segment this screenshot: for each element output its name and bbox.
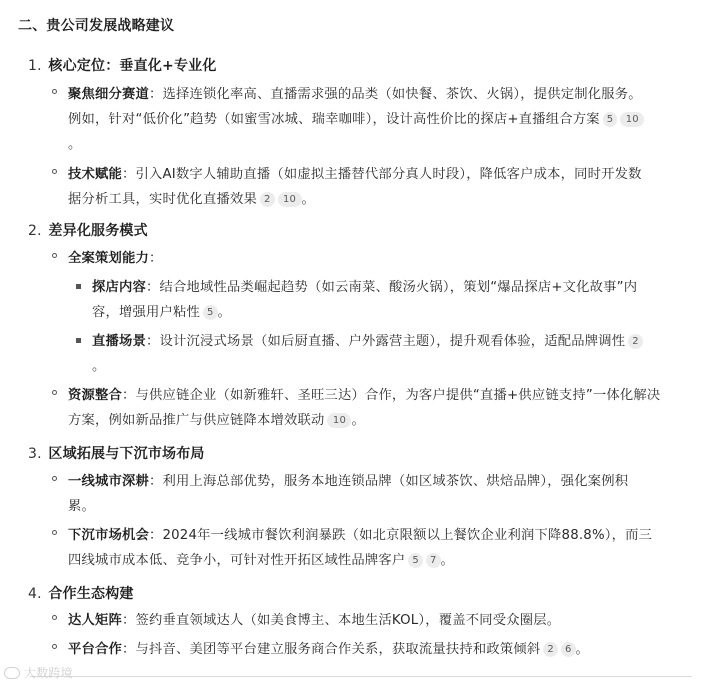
bullet-text: ：结合地域性品类崛起趋势（如云南菜、酸汤火锅），策划“爆品探店+文化故事”内	[146, 280, 638, 295]
list-item	[52, 608, 702, 633]
bullet-icon	[52, 390, 57, 395]
bullet-text: ：与抖音、美团等平台建立服务商合作关系，获取流量扶持和政策倾斜	[122, 642, 541, 657]
bullet-label: 直播场景	[92, 334, 146, 349]
bullet-trail: 。	[68, 137, 82, 152]
bullet-icon	[52, 476, 57, 481]
bullet-text: ：与供应链企业（如新雅轩、圣旺三达）合作，为客户提供“直播+供应链支持”一体化解决	[122, 388, 661, 403]
bullet-trail: 。	[440, 553, 455, 568]
citation-badge[interactable]: 7	[426, 553, 441, 568]
watermark-logo-icon	[4, 667, 20, 679]
list-item	[52, 82, 702, 157]
bullet-trail: 。	[351, 413, 365, 428]
bullet-label: 全案策划能力	[68, 251, 149, 266]
bullet-label: 达人矩阵	[68, 613, 122, 628]
bullet-text: 四线城市成本低、竞争小，可针对性开拓区域性品牌客户	[68, 553, 406, 568]
bullet-trail: 。	[217, 305, 232, 320]
bullet-icon	[52, 89, 57, 94]
bullet-text: 容，增强用户粘性	[92, 305, 200, 320]
citation-badge[interactable]: 5	[603, 112, 618, 127]
square-bullet-icon	[76, 338, 81, 343]
bullet-text: 累。	[68, 499, 95, 514]
bullet-text: 方案，例如新品推广与供应链降本增效联动	[68, 413, 325, 428]
citation-badge[interactable]: 10	[278, 192, 302, 207]
bullet-text: ：2024年一线城市餐饮利润暴跌（如北京限额以上餐饮企业利润下降88.8%），而三	[148, 528, 653, 543]
sub-list-item	[76, 329, 696, 379]
bullet-icon	[52, 530, 57, 535]
item-heading: 区域拓展与下沉市场布局	[48, 446, 205, 462]
bullet-label: 资源整合	[68, 388, 122, 403]
bullet-label: 聚焦细分赛道	[68, 87, 149, 102]
list-item	[52, 383, 702, 433]
bullet-text: ：利用上海总部优势，服务本地连锁品牌（如区域茶饮、烘焙品牌），强化案例积	[148, 474, 629, 489]
list-item	[52, 637, 702, 662]
bullet-icon	[52, 615, 57, 620]
divider	[30, 676, 692, 677]
item-4-title	[28, 583, 134, 603]
item-number: 4.	[28, 586, 42, 602]
bullet-label: 平台合作	[68, 642, 122, 657]
citation-badge[interactable]: 5	[408, 553, 423, 568]
watermark-text: 大数跨境	[24, 666, 73, 680]
item-number: 2.	[28, 223, 42, 239]
bullet-icon	[52, 644, 57, 649]
list-item	[52, 246, 702, 271]
bullet-icon	[52, 169, 57, 174]
citation-badge[interactable]: 2	[543, 642, 558, 657]
bullet-trail: 。	[301, 192, 316, 207]
citation-badge[interactable]: 2	[260, 192, 275, 207]
item-heading: 合作生态构建	[48, 586, 134, 602]
citation-badge[interactable]: 6	[561, 642, 576, 657]
list-item	[52, 523, 702, 573]
citation-badge[interactable]: 2	[628, 334, 643, 349]
item-1-title	[28, 55, 217, 75]
citation-badge[interactable]: 5	[203, 305, 218, 320]
item-number: 3.	[28, 446, 42, 462]
bullet-text: 据分析工具，实时优化直播效果	[68, 192, 257, 207]
item-number: 1.	[28, 58, 42, 74]
item-3-title	[28, 443, 205, 463]
bullet-text: ：选择连锁化率高、直播需求强的品类（如快餐、茶饮、火锅），提供定制化服务。	[148, 87, 642, 102]
item-heading: 核心定位：垂直化+专业化	[48, 58, 217, 74]
bullet-text: ：引入AI数字人辅助直播（如虚拟主播替代部分真人时段），降低客户成本，同时开发数	[122, 167, 642, 182]
item-heading: 差异化服务模式	[48, 223, 148, 239]
bullet-trail: 。	[575, 642, 590, 657]
citation-badge[interactable]: 10	[327, 413, 351, 428]
bullet-icon	[52, 253, 57, 258]
bullet-label: 一线城市深耕	[68, 474, 149, 489]
bullet-label: 探店内容	[92, 280, 146, 295]
list-item	[52, 469, 702, 519]
square-bullet-icon	[76, 284, 81, 289]
bullet-text: ：设计沉浸式场景（如后厨直播、户外露营主题），提升观看体验，适配品牌调性	[146, 334, 626, 349]
bullet-trail: 。	[92, 359, 106, 374]
watermark	[4, 664, 73, 681]
sub-list-item	[76, 275, 696, 325]
bullet-text: 例如，针对“低价化”趋势（如蜜雪冰城、瑞幸咖啡），设计高性价比的探店+直播组合方案	[68, 112, 600, 127]
list-item	[52, 162, 702, 212]
section-title: 二、贵公司发展战略建议	[18, 18, 175, 34]
citation-badge[interactable]: 10	[620, 112, 644, 127]
bullet-label: 技术赋能	[68, 167, 122, 182]
bullet-label: 下沉市场机会	[68, 528, 149, 543]
item-2-title	[28, 220, 148, 240]
bullet-text: ：	[148, 251, 163, 266]
bullet-text: ：签约垂直领域达人（如美食博主、本地生活KOL），覆盖不同受众圈层。	[122, 613, 561, 628]
